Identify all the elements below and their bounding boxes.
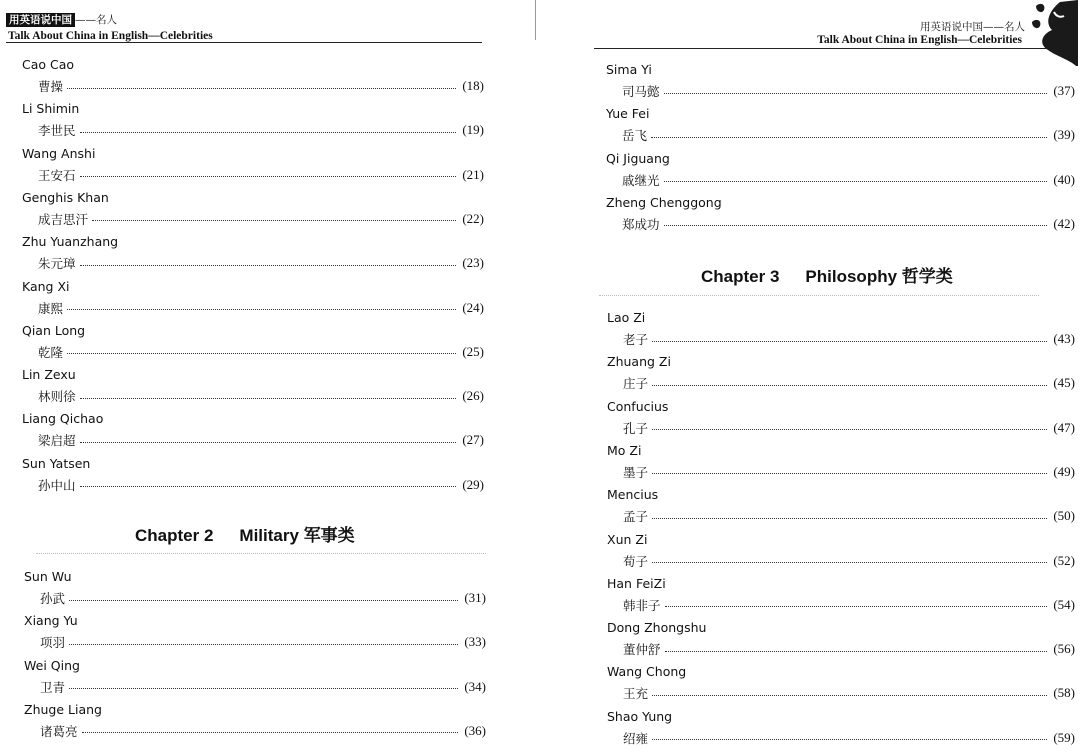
book-spine bbox=[535, 0, 536, 40]
dot-leader bbox=[80, 398, 457, 399]
entry-name-cn: 老子 bbox=[623, 332, 649, 347]
toc-entry bbox=[607, 664, 1075, 708]
entry-name-en: Liang Qichao bbox=[22, 411, 104, 427]
entry-name-en: Lin Zexu bbox=[22, 367, 76, 383]
entry-name-en: Sima Yi bbox=[606, 62, 652, 77]
dot-leader bbox=[652, 473, 1047, 474]
entry-name-cn: 诸葛亮 bbox=[40, 723, 78, 739]
toc-entry bbox=[22, 456, 484, 500]
entry-name-cn: 司马懿 bbox=[622, 84, 660, 99]
toc-entry bbox=[607, 576, 1075, 620]
entry-page-number: (43) bbox=[1053, 331, 1075, 346]
entry-leader-line bbox=[38, 476, 484, 494]
entry-leader-line bbox=[623, 507, 1075, 525]
entry-page-number: (23) bbox=[462, 255, 484, 271]
entry-page-number: (33) bbox=[464, 634, 486, 650]
entry-name-cn: 孙中山 bbox=[38, 477, 76, 493]
toc-entry bbox=[607, 487, 1075, 531]
running-head-tag: 用英语说中国 bbox=[6, 13, 75, 27]
entry-page-number: (37) bbox=[1053, 83, 1075, 98]
toc-entry bbox=[22, 146, 484, 190]
running-head-suffix: ——名人 bbox=[75, 14, 117, 26]
entry-name-en: Yue Fei bbox=[606, 106, 650, 122]
entry-page-number: (39) bbox=[1053, 127, 1075, 143]
entry-page-number: (31) bbox=[464, 590, 486, 605]
toc-entry bbox=[22, 279, 484, 323]
entry-leader-line bbox=[622, 126, 1075, 144]
entry-page-number: (34) bbox=[464, 678, 486, 694]
entry-name-en: Kang Xi bbox=[22, 278, 70, 294]
toc-entry bbox=[606, 62, 1075, 106]
toc-entry bbox=[606, 151, 1075, 195]
entry-name-cn: 成吉思汗 bbox=[38, 211, 89, 227]
entry-leader-line bbox=[623, 374, 1075, 392]
entry-name-en: Xiang Yu bbox=[24, 613, 78, 629]
dot-leader bbox=[652, 562, 1047, 563]
entry-page-number: (52) bbox=[1053, 552, 1075, 568]
entry-name-cn: 项羽 bbox=[40, 635, 66, 651]
entry-leader-line bbox=[623, 684, 1075, 702]
toc-entry bbox=[24, 569, 486, 613]
entry-leader-line bbox=[623, 463, 1075, 481]
entry-page-number: (47) bbox=[1053, 419, 1075, 435]
entry-page-number: (42) bbox=[1053, 215, 1075, 231]
toc-entry bbox=[22, 367, 484, 411]
entry-name-en: Zhuang Zi bbox=[607, 354, 671, 370]
entry-name-en: Genghis Khan bbox=[22, 189, 109, 205]
toc-entry bbox=[22, 323, 484, 367]
entry-name-cn: 王充 bbox=[623, 686, 649, 702]
chapter-heading bbox=[701, 262, 953, 287]
dot-leader bbox=[92, 220, 456, 221]
entry-name-en: Sun Yatsen bbox=[22, 455, 91, 471]
entry-name-en: Mo Zi bbox=[607, 442, 642, 458]
toc-entry bbox=[607, 443, 1075, 487]
entry-name-en: Mencius bbox=[607, 487, 659, 503]
dot-leader bbox=[665, 606, 1048, 607]
entry-name-en: Zhu Yuanzhang bbox=[22, 234, 119, 250]
entry-page-number: (56) bbox=[1053, 641, 1075, 657]
header-rule bbox=[6, 42, 482, 43]
entry-name-en: Wang Chong bbox=[607, 664, 687, 680]
entry-page-number: (45) bbox=[1053, 375, 1075, 391]
toc-entry bbox=[22, 101, 484, 145]
dot-leader bbox=[69, 688, 458, 689]
chapter-title-en: Military bbox=[239, 526, 299, 545]
entry-page-number: (54) bbox=[1053, 596, 1075, 612]
entry-page-number: (25) bbox=[462, 343, 484, 359]
entry-name-cn: 戚继光 bbox=[622, 172, 660, 188]
entry-leader-line bbox=[38, 387, 484, 405]
entry-leader-line bbox=[38, 343, 484, 361]
entry-name-cn: 乾隆 bbox=[38, 344, 64, 360]
dot-leader bbox=[664, 181, 1048, 182]
entry-name-en: Shao Yung bbox=[607, 708, 673, 724]
entry-leader-line bbox=[623, 729, 1075, 747]
dot-leader bbox=[80, 176, 457, 177]
entry-name-cn: 林则徐 bbox=[38, 389, 76, 405]
entry-leader-line bbox=[38, 166, 484, 184]
entry-page-number: (22) bbox=[462, 210, 484, 226]
dot-leader bbox=[69, 600, 458, 601]
toc-entry bbox=[24, 702, 486, 746]
toc-entry bbox=[22, 190, 484, 234]
left-page bbox=[0, 0, 535, 755]
entry-name-cn: 董仲舒 bbox=[623, 642, 661, 658]
entry-name-cn: 王安石 bbox=[38, 167, 76, 183]
entry-leader-line bbox=[38, 431, 484, 449]
running-head-en: Talk About China in English—Celebrities bbox=[8, 30, 213, 42]
entry-page-number: (36) bbox=[464, 722, 486, 738]
entry-leader-line bbox=[623, 552, 1075, 570]
decorative-ink-ornament bbox=[1030, 0, 1078, 68]
entry-leader-line bbox=[40, 722, 486, 740]
entry-page-number: (18) bbox=[462, 78, 484, 93]
entry-leader-line bbox=[622, 82, 1075, 100]
entry-page-number: (27) bbox=[462, 432, 484, 448]
entry-page-number: (50) bbox=[1053, 508, 1075, 524]
toc-entry bbox=[607, 620, 1075, 664]
dot-leader bbox=[80, 265, 457, 266]
dot-leader bbox=[664, 225, 1048, 226]
entry-name-en: Zhuge Liang bbox=[24, 701, 102, 717]
entry-leader-line bbox=[40, 589, 486, 607]
entry-page-number: (19) bbox=[462, 122, 484, 138]
entry-leader-line bbox=[38, 210, 484, 228]
header-rule bbox=[594, 48, 1074, 49]
chapter-title-en: Philosophy bbox=[805, 267, 898, 286]
entry-name-cn: 梁启超 bbox=[38, 433, 76, 449]
entry-leader-line bbox=[623, 640, 1075, 658]
dot-leader bbox=[651, 137, 1047, 138]
chapter-title-cn: 军事类 bbox=[303, 526, 355, 546]
entry-leader-line bbox=[38, 254, 484, 272]
toc-entry bbox=[606, 195, 1075, 239]
dot-leader bbox=[652, 739, 1047, 740]
entry-page-number: (26) bbox=[462, 388, 484, 404]
entry-name-cn: 韩非子 bbox=[623, 597, 661, 613]
running-head-en: Talk About China in English—Celebrities bbox=[817, 34, 1022, 46]
entry-name-cn: 庄子 bbox=[623, 376, 649, 392]
entry-leader-line bbox=[623, 596, 1075, 614]
entry-name-en: Li Shimin bbox=[22, 101, 80, 117]
entry-name-cn: 孙武 bbox=[40, 591, 66, 606]
entry-name-en: Cao Cao bbox=[22, 57, 75, 72]
entry-name-cn: 墨子 bbox=[623, 464, 649, 480]
entry-name-cn: 朱元璋 bbox=[38, 256, 76, 272]
dot-leader bbox=[80, 132, 457, 133]
dot-leader bbox=[80, 442, 457, 443]
entry-name-cn: 绍雍 bbox=[623, 730, 649, 746]
dot-leader bbox=[80, 486, 457, 487]
entry-name-cn: 岳飞 bbox=[622, 128, 648, 144]
toc-entry bbox=[24, 658, 486, 702]
chapter-title-cn: 哲学类 bbox=[901, 267, 953, 287]
entry-leader-line bbox=[40, 678, 486, 696]
entry-leader-line bbox=[623, 330, 1075, 348]
toc-entry bbox=[607, 399, 1075, 443]
toc-entry bbox=[22, 234, 484, 278]
dot-leader bbox=[652, 341, 1047, 342]
dot-leader bbox=[664, 93, 1048, 94]
entry-name-en: Dong Zhongshu bbox=[607, 620, 707, 636]
entry-leader-line bbox=[622, 171, 1075, 189]
entry-name-en: Qi Jiguang bbox=[606, 150, 670, 166]
toc-entry bbox=[607, 709, 1075, 753]
entry-name-en: Sun Wu bbox=[24, 569, 72, 584]
dot-leader bbox=[69, 644, 458, 645]
dot-leader bbox=[82, 732, 459, 733]
toc-entry bbox=[607, 532, 1075, 576]
entry-name-en: Wang Anshi bbox=[22, 145, 96, 161]
entry-name-en: Han FeiZi bbox=[607, 575, 666, 591]
entry-leader-line bbox=[40, 633, 486, 651]
dot-leader bbox=[665, 651, 1048, 652]
dot-leader bbox=[67, 353, 456, 354]
entry-name-en: Confucius bbox=[607, 398, 669, 414]
chapter-number: Chapter 3 bbox=[701, 267, 780, 286]
entry-name-en: Xun Zi bbox=[607, 531, 648, 547]
running-head-cn: 用英语说中国——名人 bbox=[920, 21, 1025, 33]
entry-page-number: (40) bbox=[1053, 171, 1075, 187]
entry-name-cn: 卫青 bbox=[40, 679, 66, 695]
entry-page-number: (24) bbox=[462, 299, 484, 315]
entry-name-cn: 李世民 bbox=[38, 123, 76, 139]
dot-leader bbox=[652, 518, 1047, 519]
entry-name-cn: 孔子 bbox=[623, 420, 649, 436]
chapter-heading bbox=[135, 521, 355, 546]
entry-name-en: Qian Long bbox=[22, 322, 86, 338]
toc-entry bbox=[22, 57, 484, 101]
chapter-number: Chapter 2 bbox=[135, 526, 214, 545]
entry-name-en: Wei Qing bbox=[24, 657, 80, 673]
toc-entry bbox=[607, 310, 1075, 354]
entry-name-cn: 曹操 bbox=[38, 79, 64, 94]
toc-entry bbox=[24, 613, 486, 657]
entry-name-en: Zheng Chenggong bbox=[606, 194, 722, 210]
toc-entry bbox=[606, 106, 1075, 150]
toc-entry bbox=[22, 411, 484, 455]
right-page bbox=[545, 0, 1080, 755]
entry-name-cn: 孟子 bbox=[623, 509, 649, 525]
entry-leader-line bbox=[623, 419, 1075, 437]
entry-name-en: Lao Zi bbox=[607, 310, 646, 325]
dot-leader bbox=[67, 309, 456, 310]
entry-leader-line bbox=[622, 215, 1075, 233]
entry-page-number: (58) bbox=[1053, 685, 1075, 701]
scan-speckle bbox=[36, 553, 486, 554]
entry-leader-line bbox=[38, 121, 484, 139]
entry-name-cn: 康熙 bbox=[38, 300, 64, 316]
entry-leader-line bbox=[38, 299, 484, 317]
running-head-cn bbox=[6, 12, 117, 27]
dot-leader bbox=[652, 385, 1047, 386]
entry-page-number: (49) bbox=[1053, 463, 1075, 479]
entry-page-number: (59) bbox=[1053, 729, 1075, 745]
entry-page-number: (29) bbox=[462, 476, 484, 492]
entry-page-number: (21) bbox=[462, 166, 484, 182]
entry-name-cn: 荀子 bbox=[623, 553, 649, 569]
entry-leader-line bbox=[38, 77, 484, 95]
dot-leader bbox=[652, 429, 1047, 430]
toc-entry bbox=[607, 354, 1075, 398]
dot-leader bbox=[652, 695, 1047, 696]
entry-name-cn: 郑成功 bbox=[622, 216, 660, 232]
dot-leader bbox=[67, 88, 456, 89]
scan-speckle bbox=[599, 295, 1039, 296]
